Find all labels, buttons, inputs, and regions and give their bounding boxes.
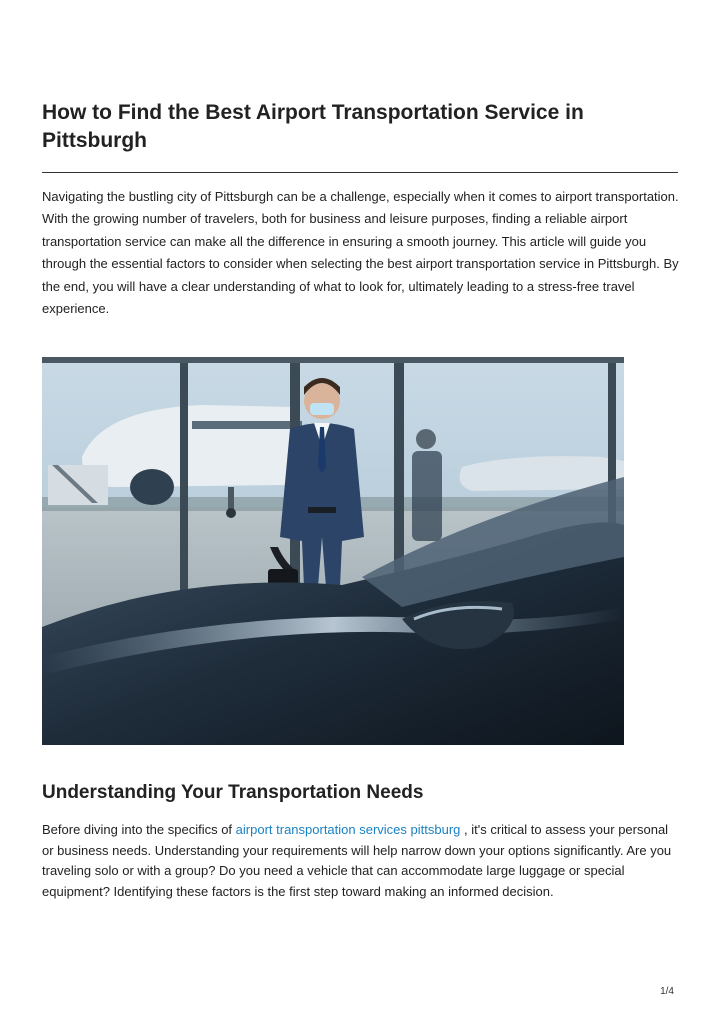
paragraph-text-after-link: , it's critical to assess your personal or business needs. Understanding your requirements will help narrow down your options significantly. Are you traveling solo or with a group? Do you need a vehicle that can accommodate large luggage or special equipment? Identifying these factors is the first step toward making an informed decision. — [42, 822, 672, 900]
hero-photo — [42, 357, 624, 745]
airport-transportation-link[interactable]: airport transportation services pittsburg — [235, 822, 461, 837]
section-heading: Understanding Your Transportation Needs — [42, 782, 424, 803]
section-paragraph — [42, 820, 682, 903]
paragraph-text-before-link: Before diving into the specifics of — [42, 822, 236, 837]
title-divider — [42, 172, 678, 173]
page-number: 1/4 — [660, 986, 674, 997]
page-title: How to Find the Best Airport Transportation Service in Pittsburgh — [42, 101, 584, 152]
intro-paragraph: Navigating the bustling city of Pittsburgh can be a challenge, especially when it comes to airport transportation. With the growing number of travelers, both for business and leisure purposes, finding a reliable airport transportation service can make all the difference in ensuring a smooth journey. This article will guide you through the essential factors to consider when selecting the best airport transportation service in Pittsburgh. By the end, you will have a clear understanding of what to look for, ultimately leading to a stress-free travel experience. — [42, 189, 679, 317]
